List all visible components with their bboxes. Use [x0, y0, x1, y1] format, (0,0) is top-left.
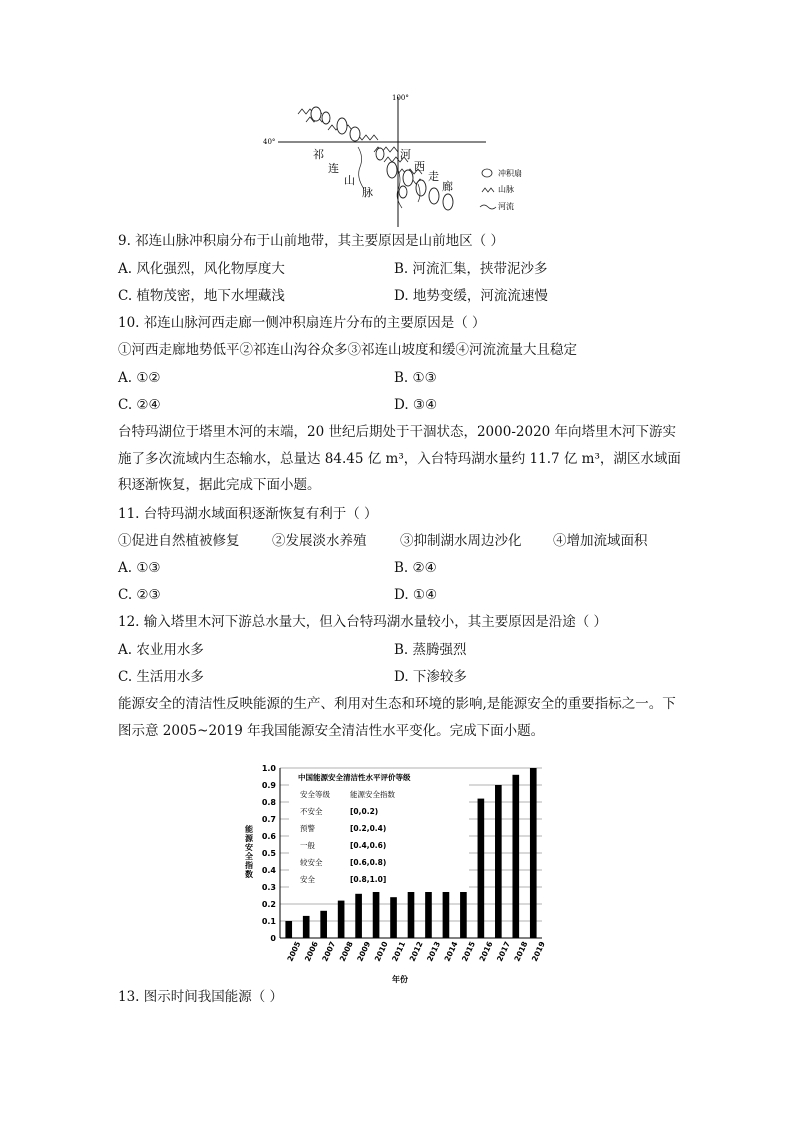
passage-taitema-lake: 台特玛湖位于塔里木河的末端，20 世纪后期处于干涸状态，2000-2020 年向塔里木河下游实施了多次流域内生态输水，总量达 84.45 亿 m³，入台特玛湖水量约 11.7 亿 m³，湖区水域面积逐渐恢复，据此完成下面小题。 — [118, 424, 681, 493]
inset-row-5-index: [0.8,1.0] — [350, 875, 387, 884]
x-tick-label: 2006 — [302, 940, 320, 963]
q9-stem: 9. 祁连山脉冲积扇分布于山前地带，其主要原因是山前地区（ ） — [118, 233, 504, 249]
y-tick-label: 0.4 — [261, 866, 276, 875]
x-tick-label: 2013 — [425, 940, 443, 963]
y-axis-label-char: 指 — [245, 861, 253, 870]
y-tick-labels — [262, 764, 277, 943]
y-tick-label: 0.3 — [261, 883, 276, 892]
q11-option-d[interactable]: D. ①④ — [394, 587, 438, 603]
y-tick-label: 0.5 — [261, 849, 276, 858]
q11-item-2: ②发展淡水养殖 — [272, 533, 367, 549]
x-tick-labels — [285, 940, 547, 963]
inset-row-1-grade: 不安全 — [300, 807, 323, 816]
bar-2006 — [303, 916, 310, 938]
y-tick-label: 0.2 — [261, 900, 276, 909]
qilian-char-1: 祁 — [313, 148, 324, 161]
bar-2016 — [478, 799, 485, 938]
q10-items: ①河西走廊地势低平②祁连山沟谷众多③祁连山坡度和缓④河流流量大且稳定 — [118, 342, 577, 358]
passage-energy-security: 能源安全的清洁性反映能源的生产、利用对生态和环境的影响,是能源安全的重要指标之一。下图示意 2005~2019 年我国能源安全清洁性水平变化。完成下面小题。 — [118, 696, 676, 739]
x-tick-label: 2005 — [285, 940, 303, 963]
x-tick-label: 2018 — [512, 940, 530, 963]
inset-row-1-index: [0,0.2) — [350, 807, 379, 816]
q9-option-c[interactable]: C. 植物茂密，地下水埋藏浅 — [118, 288, 285, 304]
inset-row-5-grade: 安全 — [300, 875, 315, 884]
x-axis-label: 年份 — [392, 975, 408, 984]
y-tick-label: 0.7 — [261, 815, 276, 824]
y-tick-label: 0.6 — [261, 832, 276, 841]
q11-item-1: ①促进自然植被修复 — [118, 533, 240, 549]
y-tick-label: 1.0 — [261, 764, 276, 773]
x-tick-label: 2019 — [529, 940, 547, 963]
inset-header-grade: 安全等级 — [300, 790, 330, 799]
q11-option-a[interactable]: A. ①③ — [118, 560, 161, 576]
y-axis-label — [244, 824, 254, 879]
y-axis-label-char: 源 — [245, 834, 253, 843]
map-legend — [480, 168, 522, 211]
y-tick-label: 0.9 — [261, 781, 276, 790]
fan-legend-icon — [482, 169, 492, 177]
x-tick-label: 2012 — [407, 940, 425, 963]
y-axis-label-char: 全 — [245, 852, 253, 861]
x-tick-label: 2016 — [477, 940, 495, 963]
q12-stem: 12. 输入塔里木河下游总水量大，但入台特玛湖水量较小，其主要原因是沿途（ ） — [118, 614, 608, 630]
q12-option-c[interactable]: C. 生活用水多 — [118, 669, 204, 685]
inset-title: 中国能源安全清洁性水平评价等级 — [298, 773, 411, 782]
bar-2007 — [320, 911, 327, 938]
legend-river-label: 河流 — [498, 202, 514, 211]
x-tick-label: 2009 — [355, 940, 373, 963]
bar-2017 — [495, 785, 502, 938]
q10-stem: 10. 祁连山脉河西走廊一侧冲积扇连片分布的主要原因是（ ） — [118, 315, 486, 331]
bar-2019 — [530, 768, 537, 938]
q10-option-c[interactable]: C. ②④ — [118, 397, 161, 413]
inset-row-3-grade: 一般 — [300, 841, 315, 850]
y-axis-label-char: 数 — [245, 870, 253, 879]
q11-item-3: ③抑制湖水周边沙化 — [400, 533, 522, 549]
y-tick-label: 0 — [270, 934, 276, 943]
x-tick-label: 2007 — [320, 940, 338, 963]
x-tick-label: 2015 — [460, 940, 478, 963]
hexi-char-1: 河 — [400, 148, 411, 161]
x-tick-label: 2008 — [337, 940, 355, 963]
bar-2009 — [355, 894, 362, 938]
x-tick-label: 2011 — [390, 940, 408, 963]
bar-2010 — [373, 889, 380, 938]
qilian-char-4: 脉 — [362, 186, 373, 199]
q12-option-a[interactable]: A. 农业用水多 — [118, 642, 204, 658]
inset-row-4-grade: 较安全 — [300, 858, 323, 867]
y-tick-label: 0.1 — [261, 917, 276, 926]
q10-option-b[interactable]: B. ①③ — [394, 370, 437, 386]
latitude-label: 40° — [263, 138, 276, 146]
q12-option-d[interactable]: D. 下渗较多 — [394, 669, 467, 685]
qilian-char-3: 山 — [344, 174, 355, 187]
inset-row-4-index: [0.6,0.8) — [350, 858, 387, 867]
x-tick-label: 2010 — [372, 940, 390, 963]
q12-option-b[interactable]: B. 蒸腾强烈 — [394, 642, 467, 658]
inset-header-index: 能源安全指数 — [350, 790, 395, 799]
q13-stem: 13. 图示时间我国能源（ ） — [118, 989, 284, 1005]
y-axis-label-char: 安 — [245, 843, 253, 852]
bar-2005 — [285, 921, 292, 938]
legend-mountain-label: 山脉 — [498, 185, 514, 194]
hexi-char-4: 廊 — [442, 180, 453, 193]
alluvial-fan-symbols — [311, 107, 453, 210]
qilian-map-figure — [258, 92, 533, 227]
inset-row-3-index: [0.4,0.6) — [350, 841, 387, 850]
longitude-label: 100° — [392, 94, 409, 102]
y-tick-label: 0.8 — [261, 798, 276, 807]
q11-stem: 11. 台特玛湖水域面积逐渐恢复有利于（ ） — [118, 506, 378, 522]
hexi-char-3: 走 — [428, 170, 439, 183]
q10-option-a[interactable]: A. ①② — [118, 370, 161, 386]
mountain-legend-icon — [482, 188, 494, 192]
q9-option-a[interactable]: A. 风化强烈，风化物厚度大 — [118, 261, 285, 277]
x-tick-label: 2014 — [442, 940, 460, 963]
bar-2008 — [338, 901, 345, 938]
q11-item-4: ④增加流域面积 — [553, 533, 648, 549]
inset-row-2-index: [0.2,0.4) — [350, 824, 387, 833]
river-legend-icon — [480, 205, 496, 209]
q10-option-d[interactable]: D. ③④ — [394, 397, 438, 413]
qilian-char-2: 连 — [328, 162, 339, 175]
hexi-char-2: 西 — [414, 160, 425, 173]
grade-inset-table — [289, 770, 469, 892]
x-tick-label: 2017 — [494, 940, 512, 963]
q9-option-d[interactable]: D. 地势变缓，河流流速慢 — [394, 288, 548, 304]
q11-option-c[interactable]: C. ②③ — [118, 587, 161, 603]
q11-option-b[interactable]: B. ②④ — [394, 560, 437, 576]
q9-option-b[interactable]: B. 河流汇集，挟带泥沙多 — [394, 261, 548, 277]
y-axis-label-char: 能 — [245, 825, 253, 834]
bar-2018 — [512, 775, 519, 938]
inset-row-2-grade: 预警 — [300, 824, 315, 833]
energy-security-bar-chart — [240, 760, 550, 985]
bar-2011 — [390, 897, 397, 938]
legend-fan-label: 冲积扇 — [498, 169, 522, 178]
